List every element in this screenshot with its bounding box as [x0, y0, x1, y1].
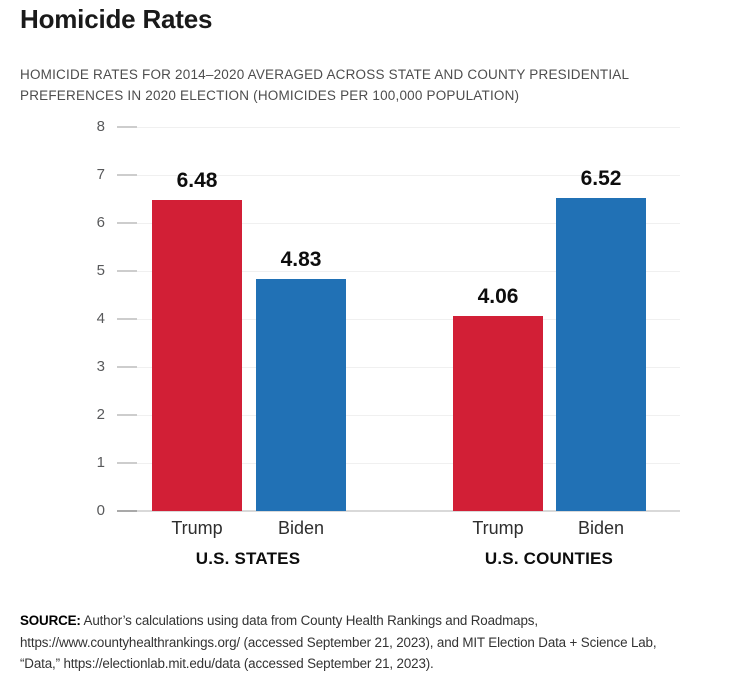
y-axis-tick: [117, 366, 137, 368]
source-line2: https://www.countyhealthrankings.org/ (accessed September 21, 2023), and MIT Election Data + Science Lab,: [20, 634, 657, 650]
chart-subtitle-line1: HOMICIDE RATES FOR 2014–2020 AVERAGED ACROSS STATE AND COUNTY PRESIDENTIAL: [20, 67, 630, 82]
y-axis-tick: [117, 222, 137, 224]
y-axis-label: 3: [96, 358, 105, 375]
bar-category-label: Biden: [577, 518, 625, 538]
group-label: U.S. STATES: [195, 549, 301, 568]
bar-value-label: 4.06: [477, 285, 519, 308]
source-label: SOURCE:: [20, 613, 81, 628]
bar-category-label: Biden: [277, 518, 325, 538]
source-line1-text: Author’s calculations using data from County Health Rankings and Roadmaps,: [80, 613, 538, 628]
bar-value-label: 4.83: [280, 248, 322, 271]
source-note: [20, 610, 726, 675]
bar-value-label: 6.52: [580, 167, 622, 190]
source-line1: [20, 613, 538, 628]
y-axis-label: 2: [96, 406, 105, 423]
y-axis-label: 1: [96, 454, 105, 471]
bar-category-label: Trump: [472, 518, 524, 538]
y-axis-tick: [117, 270, 137, 272]
y-axis-label: 8: [96, 118, 105, 135]
y-axis-tick: [117, 318, 137, 320]
y-axis-tick: [117, 174, 137, 176]
chart-subtitle-line2: PREFERENCES IN 2020 ELECTION (HOMICIDES PER 100,000 POPULATION): [20, 88, 520, 103]
gridline: [117, 127, 680, 128]
y-axis-tick: [117, 462, 137, 464]
y-axis-tick: [117, 414, 137, 416]
source-line3: “Data,” https://electionlab.mit.edu/data (accessed September 21, 2023).: [20, 656, 434, 671]
y-axis-label: 6: [96, 214, 105, 231]
bar-u-s-states-biden: [256, 279, 346, 511]
y-axis-label: 5: [96, 262, 105, 279]
y-axis-label: 7: [96, 166, 105, 183]
bar-u-s-counties-trump: [453, 316, 543, 511]
bar-u-s-states-trump: [152, 200, 242, 511]
y-axis-tick: [117, 126, 137, 128]
bar-category-label: Trump: [171, 518, 223, 538]
y-axis-label: 0: [96, 502, 105, 519]
page-title: Homicide Rates: [20, 4, 213, 34]
bar-u-s-counties-biden: [556, 198, 646, 511]
y-axis-label: 4: [96, 310, 105, 327]
y-axis-tick: [117, 510, 137, 512]
bar-value-label: 6.48: [176, 169, 218, 192]
group-label: U.S. COUNTIES: [484, 549, 614, 568]
